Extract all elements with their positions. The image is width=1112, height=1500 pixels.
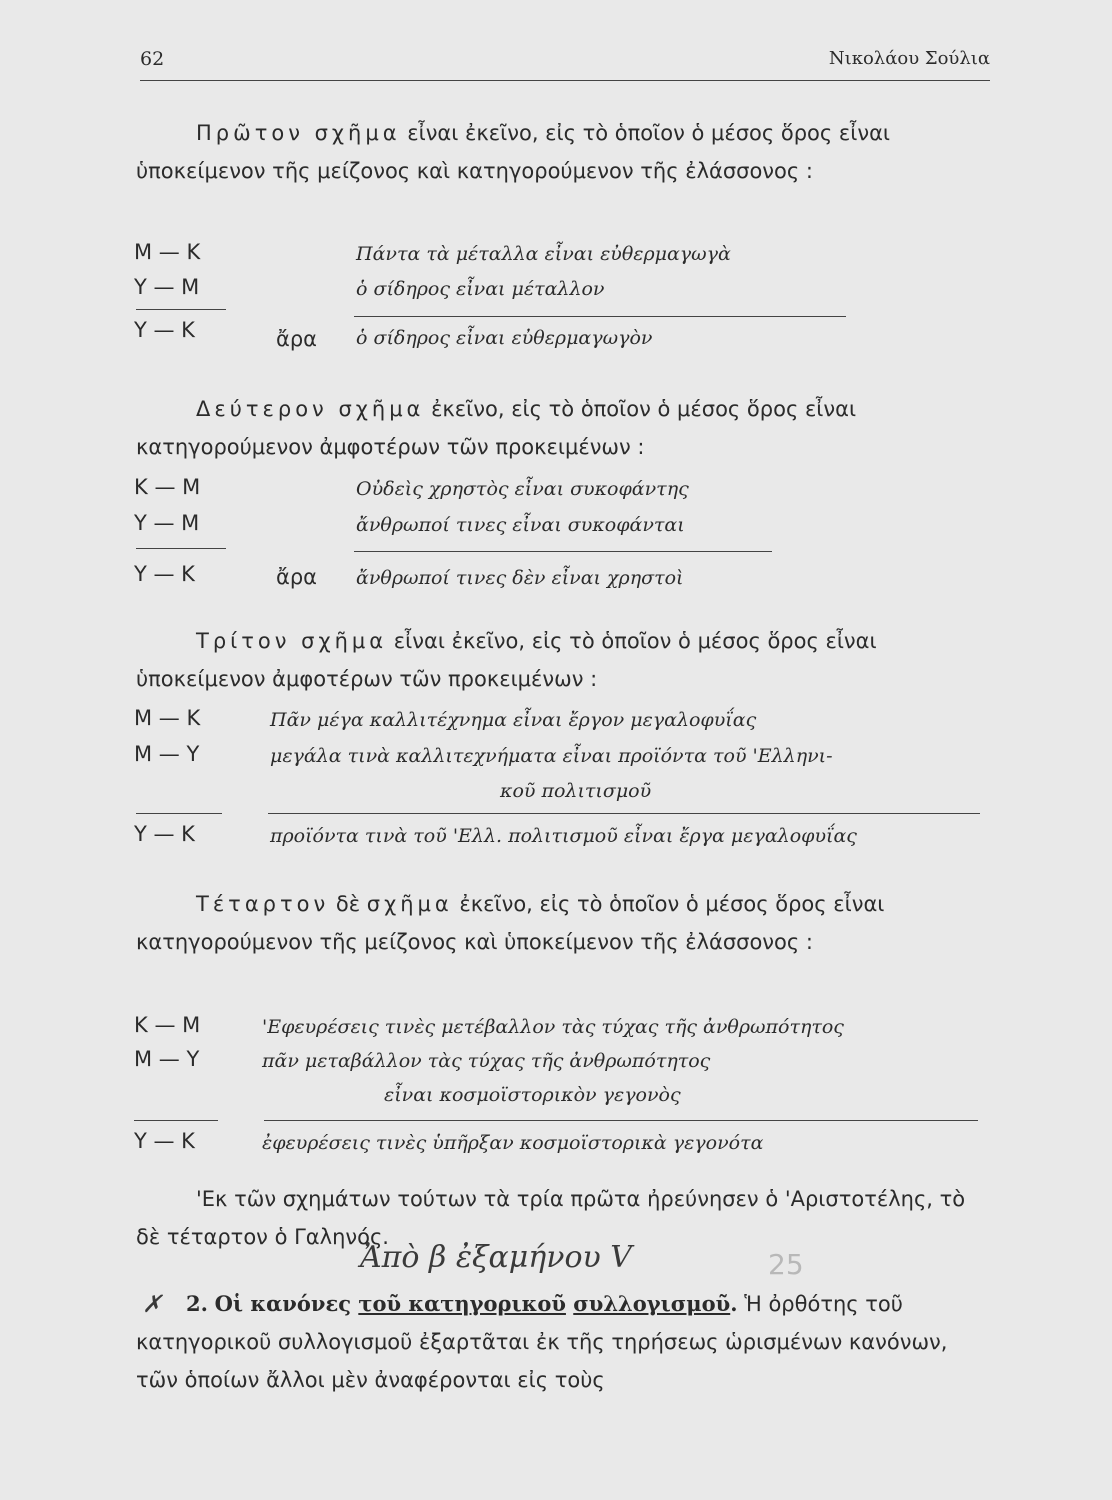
figure1-intro-text: εἶναι ἐκεῖνο, εἰς τὸ ὁποῖον ὁ μέσος ὅρος εἶναι ὑποκείμενον τῆς μείζονος καὶ κατηγορούμενον τῆς ἐλάσσονος :: [136, 121, 891, 183]
figure4-intro-de: δὲ: [329, 892, 367, 916]
handwritten-star-mark: ✗: [142, 1290, 163, 1318]
figure4-conclusion-label: Υ — Κ: [134, 1129, 195, 1153]
figure3-lead: Τρίτον σχῆμα: [196, 629, 388, 653]
section2-paragraph: [136, 1285, 988, 1399]
figure4-lead2: σχῆμα: [366, 892, 453, 916]
section2-title-part1: Οἱ κανόνες: [214, 1291, 359, 1316]
figure3-premise2-text-line1: μεγάλα τινὰ καλλιτεχνήματα εἶναι προϊόντα τοῦ 'Ελληνι-: [270, 745, 833, 767]
section2-title-end: .: [730, 1291, 738, 1316]
figure2-lead: Δεύτερον σχῆμα: [196, 397, 425, 421]
section2-title-part2: τοῦ κατηγορικοῦ: [358, 1291, 566, 1316]
figure1-conclusion-label: Υ — Κ: [134, 318, 195, 342]
figure2-premise1-text: Οὐδεὶς χρηστὸς εἶναι συκοφάντης: [356, 478, 689, 500]
figure3-label-rule: [136, 813, 222, 814]
handwritten-note: Ἀπὸ β ἐξαμήνου V: [360, 1240, 632, 1275]
figure2-premise2-label: Υ — Μ: [134, 511, 200, 535]
section2-body: Ἡ ὀρθότης τοῦ κατηγορικοῦ συλλογισμοῦ ἐξαρτᾶται ἐκ τῆς τηρήσεως ὡρισμένων κανόνων, τῶν ὁποίων ἄλλοι μὲν ἀναφέρονται εἰς τοὺς: [136, 1292, 948, 1392]
page-number: 62: [140, 48, 165, 70]
figure4-premise2-label: Μ — Υ: [134, 1047, 200, 1071]
figure2-premise2-text: ἄνθρωποί τινες εἶναι συκοφάνται: [356, 514, 685, 536]
section2-title-part4: συλλογισμοῦ: [573, 1291, 731, 1316]
figure3-premise2-label: Μ — Υ: [134, 742, 200, 766]
page-header: [140, 48, 990, 76]
figure3-conclusion-text: προϊόντα τινὰ τοῦ 'Ελλ. πολιτισμοῦ εἶναι ἔργα μεγαλοφυΐας: [270, 825, 857, 847]
closing-paragraph-text: 'Εκ τῶν σχημάτων τούτων τὰ τρία πρῶτα ἠρεύνησεν ὁ 'Αριστοτέλης, τὸ δὲ τέταρτον ὁ Γαληνός.: [136, 1187, 966, 1249]
figure4-label-rule: [134, 1120, 218, 1121]
figure2-conclusion-text: ἄνθρωποί τινες δὲν εἶναι χρηστοὶ: [356, 567, 684, 589]
figure1-premise2-label: Υ — Μ: [134, 275, 200, 299]
figure4-premise2-text-line2: εἶναι κοσμοϊστορικὸν γεγονὸς: [384, 1084, 681, 1106]
figure2-intro-text: ἐκεῖνο, εἰς τὸ ὁποῖον ὁ μέσος ὅρος εἶναι κατηγορούμενον ἀμφοτέρων τῶν προκειμένων :: [136, 397, 857, 459]
figure4-intro: [136, 885, 988, 961]
figure1-conclusion-text: ὁ σίδηρος εἶναι εὐθερμαγωγὸν: [356, 327, 653, 349]
figure4-conclusion-text: ἐφευρέσεις τινὲς ὑπῆρξαν κοσμοϊστορικὰ γεγονότα: [262, 1132, 764, 1154]
figure1-text-rule: [354, 316, 846, 317]
figure3-premise2-text-line2: κοῦ πολιτισμοῦ: [500, 780, 652, 802]
figure3-conclusion-label: Υ — Κ: [134, 822, 195, 846]
figure4-intro-text: ἐκεῖνο, εἰς τὸ ὁποῖον ὁ μέσος ὅρος εἶναι κατηγορούμενον τῆς μείζονος καὶ ὑποκείμενον τῆς ἐλάσσονος :: [136, 892, 885, 954]
figure2-intro: [136, 390, 988, 466]
figure3-premise1-label: Μ — Κ: [134, 706, 201, 730]
figure1-premise1-label: Μ — Κ: [134, 240, 201, 264]
figure2-text-rule: [354, 551, 772, 552]
figure4-text-rule: [264, 1120, 978, 1121]
figure2-label-rule: [136, 548, 226, 549]
running-title: Νικολάου Σούλια: [828, 48, 990, 69]
section2-number: 2.: [186, 1291, 208, 1316]
figure3-premise1-text: Πᾶν μέγα καλλιτέχνημα εἶναι ἔργον μεγαλοφυΐας: [270, 709, 757, 731]
figure3-intro-text: εἶναι ἐκεῖνο, εἰς τὸ ὁποῖον ὁ μέσος ὅρος εἶναι ὑποκείμενον ἀμφοτέρων τῶν προκειμένων :: [136, 629, 877, 691]
figure2-therefore: ἄρα: [276, 565, 318, 589]
figure4-premise1-label: Κ — Μ: [134, 1013, 201, 1037]
figure1-therefore: ἄρα: [276, 327, 318, 351]
figure2-conclusion-label: Υ — Κ: [134, 562, 195, 586]
figure1-intro: [136, 114, 988, 190]
figure1-label-rule: [136, 309, 226, 310]
figure1-lead: Πρῶτον σχῆμα: [196, 121, 401, 145]
figure4-premise1-text: 'Εφευρέσεις τινὲς μετέβαλλον τὰς τύχας τῆς ἀνθρωπότητος: [262, 1016, 844, 1038]
figure1-premise2-text: ὁ σίδηρος εἶναι μέταλλον: [356, 278, 605, 300]
figure3-text-rule: [268, 813, 980, 814]
figure1-premise1-text: Πάντα τὰ μέταλλα εἶναι εὐθερμαγωγὰ: [356, 243, 731, 265]
figure4-premise2-text-line1: πᾶν μεταβάλλον τὰς τύχας τῆς ἀνθρωπότητος: [262, 1050, 711, 1072]
figure2-premise1-label: Κ — Μ: [134, 475, 201, 499]
figure4-lead: Τέταρτον: [196, 892, 330, 916]
handwritten-number: 25: [768, 1248, 804, 1281]
header-rule: [140, 80, 990, 81]
figure3-intro: [136, 622, 988, 698]
